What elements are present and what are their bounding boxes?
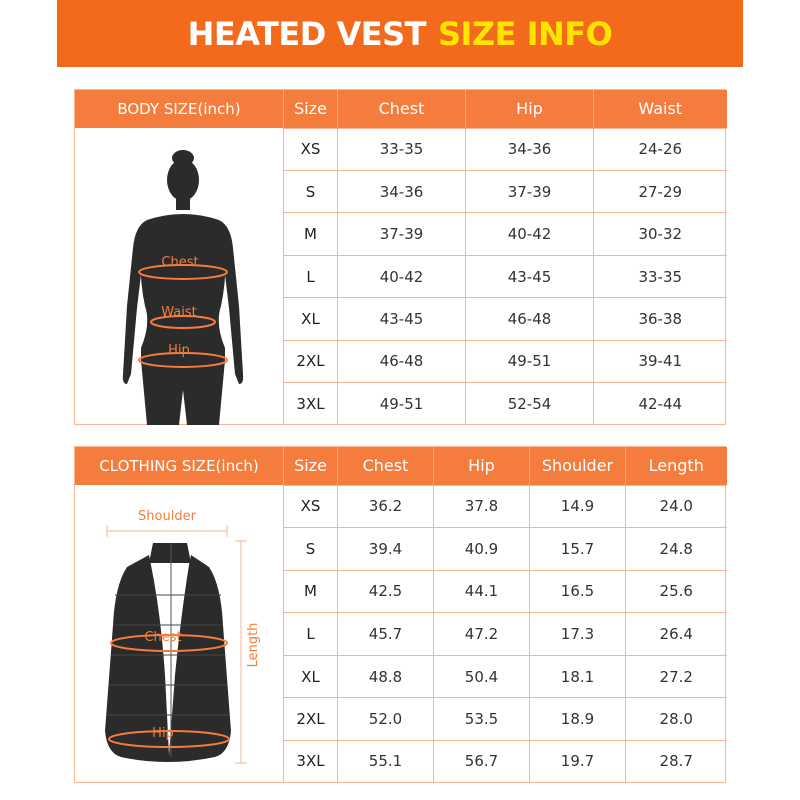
figure-length-label: Length — [246, 622, 261, 668]
value-cell: 28.7 — [626, 740, 727, 782]
value-cell: 19.7 — [530, 740, 626, 782]
value-cell: 14.9 — [530, 485, 626, 528]
value-cell: 36-38 — [594, 298, 727, 340]
size-cell: XL — [284, 298, 338, 340]
body-size-header: BODY SIZE(inch) — [75, 90, 283, 128]
value-cell: 40-42 — [338, 255, 466, 297]
value-cell: 42.5 — [338, 570, 434, 613]
size-cell: S — [284, 170, 338, 212]
value-cell: 37-39 — [338, 213, 466, 255]
value-cell: 33-35 — [594, 255, 727, 297]
clothing-size-table — [283, 447, 727, 782]
value-cell: 30-32 — [594, 213, 727, 255]
value-cell: 39-41 — [594, 340, 727, 382]
value-cell: 44.1 — [434, 570, 530, 613]
table-row — [284, 255, 727, 297]
figure-chest-label: Chest — [161, 255, 199, 270]
size-cell: 2XL — [284, 698, 338, 741]
table-row — [284, 213, 727, 255]
column-header-waist: Waist — [594, 90, 727, 128]
value-cell: 18.9 — [530, 698, 626, 741]
table-row — [284, 128, 727, 170]
title-yellow: SIZE INFO — [437, 14, 613, 53]
value-cell: 40-42 — [466, 213, 594, 255]
value-cell: 33-35 — [338, 128, 466, 170]
value-cell: 15.7 — [530, 528, 626, 571]
value-cell: 16.5 — [530, 570, 626, 613]
table-row — [284, 613, 727, 656]
figure-hip-label: Hip — [152, 726, 174, 741]
body-size-table — [283, 90, 727, 424]
size-cell: L — [284, 613, 338, 656]
size-cell: 3XL — [284, 383, 338, 424]
value-cell: 24-26 — [594, 128, 727, 170]
size-cell: S — [284, 528, 338, 571]
size-cell: 3XL — [284, 740, 338, 782]
column-header-length: Length — [626, 447, 727, 485]
column-header-shoulder: Shoulder — [530, 447, 626, 485]
column-header-size: Size — [284, 447, 338, 485]
size-cell: M — [284, 213, 338, 255]
table-row — [284, 698, 727, 741]
size-cell: L — [284, 255, 338, 297]
body-figure — [75, 128, 283, 424]
value-cell: 27-29 — [594, 170, 727, 212]
value-cell: 37.8 — [434, 485, 530, 528]
title-white: HEATED VEST — [187, 14, 426, 53]
size-cell: XS — [284, 485, 338, 528]
value-cell: 53.5 — [434, 698, 530, 741]
value-cell: 50.4 — [434, 655, 530, 698]
clothing-size-header: CLOTHING SIZE(inch) — [75, 447, 283, 485]
value-cell: 48.8 — [338, 655, 434, 698]
value-cell: 52-54 — [466, 383, 594, 424]
value-cell: 43-45 — [466, 255, 594, 297]
value-cell: 43-45 — [338, 298, 466, 340]
clothing-size-section — [74, 446, 726, 783]
vest-icon — [75, 485, 283, 783]
table-row — [284, 298, 727, 340]
table-row — [284, 655, 727, 698]
value-cell: 24.0 — [626, 485, 727, 528]
vest-figure — [75, 485, 283, 782]
column-header-hip: Hip — [466, 90, 594, 128]
column-header-size: Size — [284, 90, 338, 128]
value-cell: 25.6 — [626, 570, 727, 613]
table-header-row — [284, 447, 727, 485]
size-cell: XS — [284, 128, 338, 170]
value-cell: 47.2 — [434, 613, 530, 656]
size-cell: 2XL — [284, 340, 338, 382]
value-cell: 39.4 — [338, 528, 434, 571]
value-cell: 56.7 — [434, 740, 530, 782]
figure-hip-label: Hip — [168, 343, 190, 358]
table-row — [284, 383, 727, 424]
table-header-row — [284, 90, 727, 128]
table-row — [284, 740, 727, 782]
value-cell: 52.0 — [338, 698, 434, 741]
value-cell: 55.1 — [338, 740, 434, 782]
column-header-hip: Hip — [434, 447, 530, 485]
value-cell: 28.0 — [626, 698, 727, 741]
value-cell: 49-51 — [466, 340, 594, 382]
table-row — [284, 340, 727, 382]
size-cell: M — [284, 570, 338, 613]
title-banner — [57, 0, 743, 67]
figure-waist-label: Waist — [161, 305, 197, 320]
table-row — [284, 485, 727, 528]
value-cell: 46-48 — [338, 340, 466, 382]
value-cell: 37-39 — [466, 170, 594, 212]
value-cell: 17.3 — [530, 613, 626, 656]
value-cell: 27.2 — [626, 655, 727, 698]
table-row — [284, 570, 727, 613]
value-cell: 34-36 — [466, 128, 594, 170]
value-cell: 45.7 — [338, 613, 434, 656]
size-cell: XL — [284, 655, 338, 698]
value-cell: 49-51 — [338, 383, 466, 424]
body-size-section — [74, 89, 726, 425]
value-cell: 40.9 — [434, 528, 530, 571]
figure-shoulder-label: Shoulder — [138, 509, 196, 524]
value-cell: 46-48 — [466, 298, 594, 340]
table-row — [284, 528, 727, 571]
value-cell: 24.8 — [626, 528, 727, 571]
value-cell: 18.1 — [530, 655, 626, 698]
column-header-chest: Chest — [338, 90, 466, 128]
column-header-chest: Chest — [338, 447, 434, 485]
value-cell: 36.2 — [338, 485, 434, 528]
value-cell: 34-36 — [338, 170, 466, 212]
value-cell: 42-44 — [594, 383, 727, 424]
value-cell: 26.4 — [626, 613, 727, 656]
figure-chest-label: Chest — [144, 630, 182, 645]
female-silhouette-icon — [75, 128, 283, 425]
table-row — [284, 170, 727, 212]
